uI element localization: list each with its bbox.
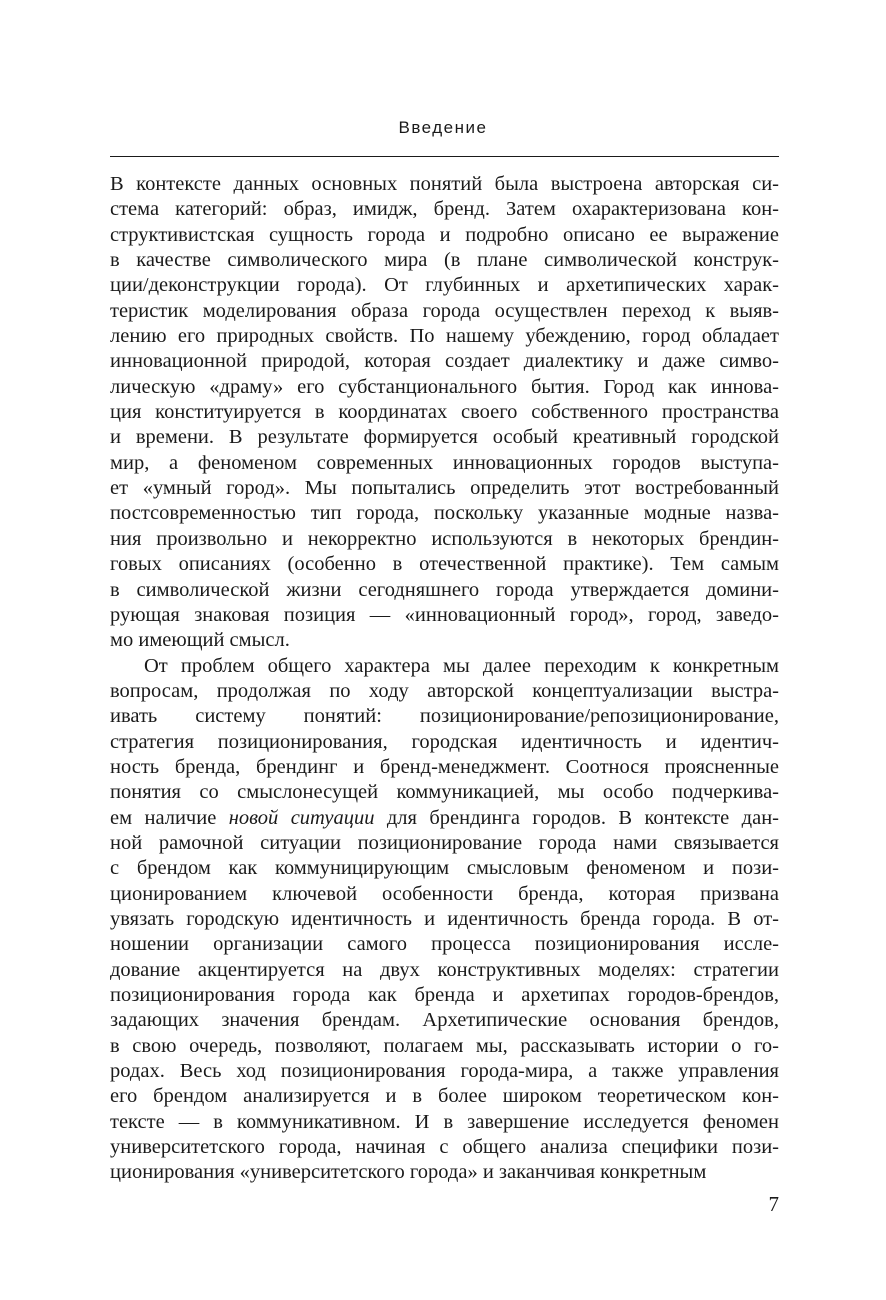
text-line: лическую «драму» его субстанционального бытия. Город как иннова- [110,375,779,398]
page-number: 7 [768,1192,779,1216]
text-line: увязать городскую идентичность и идентичность бренда города. В от- [110,907,779,930]
text-line: его брендом анализируется и в более широком теоретическом кон- [110,1085,779,1108]
body-text [110,172,779,1186]
paragraph [110,654,779,1186]
text-line: вопросам, продолжая по ходу авторской концептуализации выстра- [110,679,779,702]
text-line: ность бренда, брендинг и бренд-менеджмент. Соотнося проясненные [110,755,779,778]
text-line [110,806,779,831]
text-line: стратегия позиционирования, городская идентичность и идентич- [110,730,779,753]
text-line: ционирования «университетского города» и заканчивая конкретным [110,1161,707,1184]
text-line: структивистская сущность города и подробно описано ее выражение [110,223,779,246]
text-line: ивать систему понятий: позиционирование/репозиционирование, [110,705,779,728]
text-line: В контексте данных основных понятий была выстроена авторская си- [110,173,779,195]
text-fragment: для брендинга городов. В контексте дан- [374,806,780,829]
text-line: ционированием ключевой особенности бренда, которая призвана [110,882,779,905]
text-line: мир, а феноменом современных инновационных городов выступа- [110,451,779,474]
text-line: ношении организации самого процесса позиционирования иссле- [110,933,779,956]
text-line: позиционирования города как бренда и архетипах городов-брендов, [110,984,779,1006]
text-line: рующая знаковая позиция — «инновационный город», город, заведо- [110,603,779,626]
running-head: Введение [398,118,488,137]
text-line: в свою очередь, позволяют, полагаем мы, рассказывать истории о го- [110,1034,779,1057]
text-line: понятия со смыслонесущей коммуникацией, мы особо подчеркива- [110,781,779,804]
text-line: с брендом как коммуницирующим смысловым феноменом и пози- [110,857,779,880]
text-line: ния произвольно и некорректно используются в некоторых брендин- [110,527,779,550]
text-line: и времени. В результате формируется особый креативный городской [110,426,779,449]
text-line: стема категорий: образ, имидж, бренд. Затем охарактеризована кон- [110,198,779,221]
text-line: ция конституируется в координатах своего собственного пространства [110,401,779,424]
header-rule [110,156,779,157]
text-line: ной рамочной ситуации позиционирование города нами связывается [110,831,779,854]
text-fragment: ем наличие [110,806,229,829]
text-line: в символической жизни сегодняшнего города утверждается домини- [110,578,779,601]
text-line: инновационной природой, которая создает диалектику и даже симво- [110,350,779,373]
text-line: От проблем общего характера мы далее переходим к конкретным [144,654,779,677]
emphasized-phrase: новой ситуации [228,806,375,829]
text-line: задающих значения брендам. Архетипические основания брендов, [110,1009,779,1032]
text-line: говых описаниях (особенно в отечественной практике). Тем самым [110,553,779,576]
text-line: лению его природных свойств. По нашему убеждению, город обладает [110,325,779,348]
text-line: ет «умный город». Мы попытались определить этот востребованный [110,477,779,500]
text-line: тексте — в коммуникативном. И в завершение исследуется феномен [110,1110,779,1133]
text-line: дование акцентируется на двух конструктивных моделях: стратегии [110,958,779,981]
text-line: постсовременностью тип города, поскольку указанные модные назва- [110,502,779,525]
text-line: родах. Весь ход позиционирования города-мира, а также управления [110,1060,779,1083]
text-line: теристик моделирования образа города осуществлен переход к выяв- [110,299,779,322]
text-line: университетского города, начиная с общего анализа специфики пози- [110,1136,779,1159]
text-line: в качестве символического мира (в плане символической конструк- [110,249,779,272]
text-line: ции/деконструкции города). От глубинных и архетипических харак- [110,274,779,297]
text-line: мо имеющий смысл. [110,629,290,652]
paragraph [110,172,779,654]
